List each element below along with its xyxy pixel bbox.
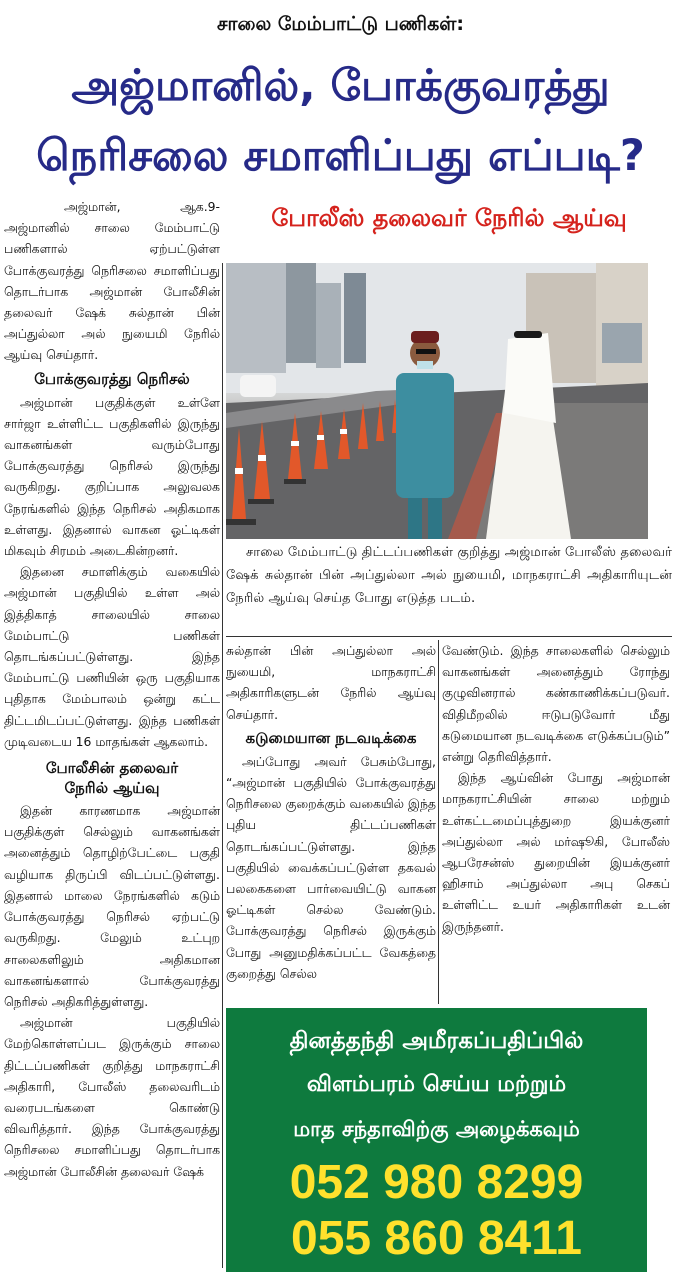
- paragraph: இதனை சமாளிக்கும் வகையில் அஜ்மான் பகுதியில் உள்ள அல் இத்திகாத் சாலையில் சாலை மேம்பாட்டு பணிகள் தொடங்கப்பட்டுள்ளது. இந்த மேம்பாட்டு பணியின் ஒரு பகுதியாக புதிதாக மேம்பாலம் ஒன்று கட்ட திட்டமிடப்பட்டுள்ளது. இந்த பணிகள் முடிவடைய 16 மாதங்கள் ஆகலாம்.: [4, 564, 220, 749]
- section-kicker: [0, 0, 681, 50]
- subheading: போக்குவரத்து நெரிசல்: [34, 369, 190, 388]
- subheading: [4, 758, 220, 798]
- ad-line-1: தினத்தந்தி அமீரகப்பதிப்பில்: [289, 1028, 584, 1054]
- ad-phone-1: 052 980 8299: [289, 1156, 584, 1209]
- kicker-text: சாலை மேம்பாட்டு பணிகள்:: [217, 12, 464, 35]
- paragraph: அப்போது அவர் பேசும்போது, “அஜ்மான் பகுதியில் போக்குவரத்து நெரிசலை குறைக்கும் வகையில் இந்த புதிய திட்டப்பணிகள் தொடங்கப்பட்டுள்ளது. இந்த பகுதியில் வைக்கப்பட்டுள்ள தகவல் பலகைகளை பார்வையிட்டு வாகன ஓட்டிகள் செல்ல வேண்டும். போக்குவரத்து நெரிசல் இருக்கும் போது அனுமதிக்கப்பட்ட வேகத்தை குறைத்து செல்ல: [226, 753, 436, 981]
- photo-caption: சாலை மேம்பாட்டு திட்டப்பணிகள் குறித்து அஜ்மான் போலீஸ் தலைவர் ஷேக் சுல்தான் பின் அப்துல்லா அல் நுயைமி, மாநகராட்சி அதிகாரியுடன் நேரில் ஆய்வு செய்த போது எடுத்த படம்.: [226, 545, 672, 606]
- paragraph: இதன் காரணமாக அஜ்மான் பகுதிக்குள் செல்லும் வாகனங்கள் அனைத்தும் தொழிற்பேட்டை பகுதி வழியாக திருப்பி விடப்பட்டுள்ளது. இதனால் மாலை நேரங்களில் கடும் போக்குவரத்து நெரிசல் ஏற்பட்டு வருகிறது. மேலும் உட்புற சாலைகளிலும் அதிகமான வாகனங்களால் போக்குவரத்து நெரிசல் அதிகரித்துள்ளது.: [4, 803, 220, 1009]
- paragraph: இந்த ஆய்வின் போது அஜ்மான் மாநகராட்சியின் சாலை மற்றும் உள்கட்டமைப்புத்துறை இயக்குனர் அப்துல்லா அல் மர்ஷூகி, போலீஸ் ஆபரேசன்ஸ் துறையின் இயக்குனர் ஹிசாம் அப்துல்லா அபு செகப் உள்ளிட்ட உயர் அதிகாரிகள் உடன் இருந்தனர்.: [442, 770, 670, 934]
- sub-headline: போலீஸ் தலைவர் நேரில் ஆய்வு: [271, 204, 627, 232]
- paragraph: அஜ்மான், ஆக.9- அஜ்மானில் சாலை மேம்பாட்டு பணிகளால் ஏற்பட்டுள்ள போக்குவரத்து நெரிசலை சமாளிப்பது தொடர்பாக அஜ்மான் போலீசின் தலைவர் ஷேக் சுல்தான் பின் அப்துல்லா அல் நுயைமி நேரில் ஆய்வு செய்தார்.: [4, 199, 220, 363]
- news-photo: [226, 263, 648, 539]
- column-divider: [222, 263, 223, 1268]
- right-column: [442, 640, 670, 937]
- advertisement-box: [226, 1008, 647, 1272]
- column-divider: [438, 640, 439, 1004]
- street-scene-image: [226, 263, 648, 539]
- left-column: [4, 196, 220, 1182]
- paragraph: சுல்தான் பின் அப்துல்லா அல் நுயைமி, மாநகராட்சி அதிகாரிகளுடன் நேரில் ஆய்வு செய்தார்.: [226, 643, 436, 722]
- paragraph: அஜ்மான் பகுதியில் மேற்கொள்ளப்பட இருக்கும் சாலை திட்டப்பணிகள் குறித்து மாநகராட்சி அதிகாரி, போலீஸ் தலைவரிடம் வரைபடங்களை கொண்டு விவரித்தார். இந்த போக்குவரத்து நெரிசலை சமாளிப்பது தொடர்பாக அஜ்மான் போலீசின் தலைவர் ஷேக்: [4, 1015, 220, 1179]
- headline-line-1: அஜ்மானில், போக்குவரத்து: [71, 61, 610, 111]
- paragraph: அஜ்மான் பகுதிக்குள் உள்ளே சார்ஜா உள்ளிட்ட பகுதிகளில் இருந்து வாகனங்கள் வரும்போது போக்குவரத்து நெரிசல் இருந்து வருகிறது. குறிப்பாக அலுவலக நேரங்களில் இந்த நெரிசல் அதிகமாக உள்ளது. இதனால் வாகன ஓட்டிகள் மிகவும் சிரமம் அடைகின்றனர்.: [4, 394, 220, 559]
- paragraph: வேண்டும். இந்த சாலைகளில் செல்லும் வாகனங்கள் அனைத்தும் ரோந்து குழுவினரால் கண்காணிக்கப்படுவர். விதிமீறலில் ஈடுபடுவோர் மீது கடுமையான நடவடிக்கை எடுக்கப்படும்” என்று தெரிவித்தார்.: [442, 643, 670, 765]
- ad-phone-2: 055 860 8411: [291, 1212, 582, 1265]
- subheading: கடுமையான நடவடிக்கை: [245, 728, 417, 747]
- middle-column: [226, 640, 436, 984]
- ad-line-3: மாத சந்தாவிற்கு அழைக்கவும்: [293, 1117, 580, 1141]
- caption-divider: [226, 636, 672, 637]
- headline-line-2: நெரிசலை சமாளிப்பது எப்படி?: [36, 131, 645, 181]
- subheading-line: போலீசின் தலைவர்: [45, 759, 179, 778]
- ad-line-2: விளம்பரம் செய்ய மற்றும்: [306, 1072, 567, 1097]
- subheading-line: நேரில் ஆய்வு: [64, 779, 160, 798]
